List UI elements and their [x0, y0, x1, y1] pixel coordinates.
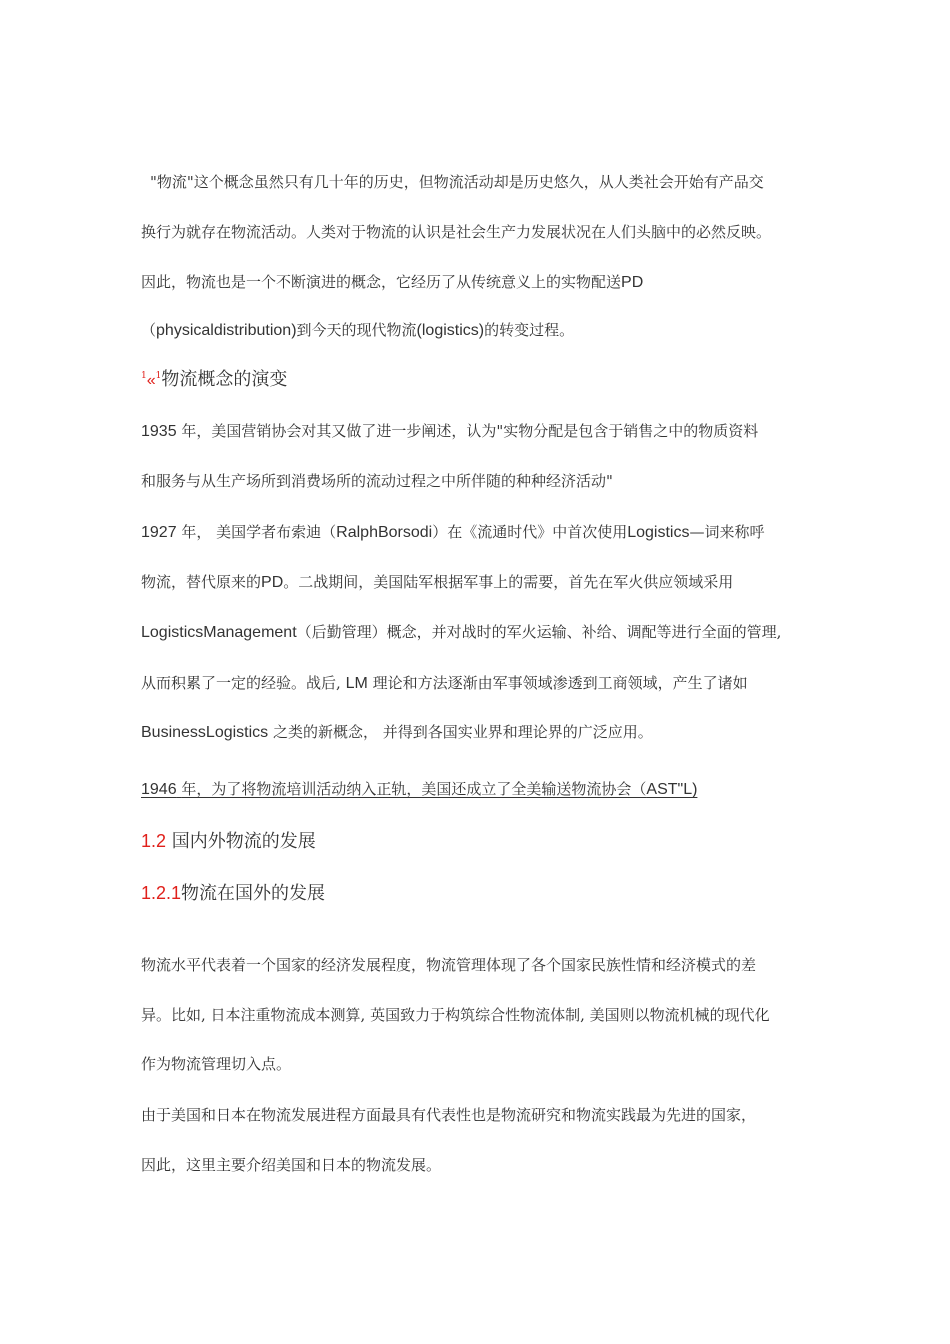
- para-level-line-2: [141, 1005, 770, 1025]
- para-1946: [141, 779, 697, 800]
- intro-text-4e: 的转变过程。: [484, 321, 575, 339]
- year-1946: 1946: [141, 781, 177, 798]
- intro-text-3a: 因此，物流也是一个不断演进的概念，它经历了从传统意义上的实物配送: [141, 273, 622, 291]
- term-lm: LM: [345, 675, 368, 692]
- intro-paren-open: （: [141, 321, 157, 339]
- year-1927: 1927: [141, 524, 177, 541]
- intro-line-2: [141, 222, 771, 242]
- term-logistics: Logistics: [627, 524, 690, 541]
- heading-sup-1: 1: [141, 371, 147, 381]
- para-usjp-text-2: 因此，这里主要介绍美国和日本的物流发展。: [141, 1156, 442, 1174]
- para-1927-text-4a: 从而积累了一定的经验。战后,: [141, 674, 341, 692]
- term-business-logistics: BusinessLogistics: [141, 724, 269, 741]
- heading-mark: «: [146, 372, 156, 389]
- para-1927-text-1c: ）在《流通时代》中首次使用: [432, 523, 628, 541]
- intro-term-physical-distribution: physicaldistribution): [156, 322, 297, 339]
- para-1927-text-4c: 理论和方法逐渐由军事领域渗透到工商领域，产生了诸如: [372, 674, 748, 692]
- term-pd: PD: [261, 574, 284, 591]
- para-1935-text-1: 年，美国营销协会对其又做了进一步阐述，认为"实物分配是包含于销售之中的物质资料: [181, 422, 759, 440]
- para-usjp-line-1: [141, 1105, 756, 1125]
- intro-text-1: "物流"这个概念虽然只有几十年的历史，但物流活动却是历史悠久，从人类社会开始有产品交: [150, 173, 764, 191]
- para-1935-line-2: [141, 471, 613, 491]
- section-number-1-2-1: 1.2.1: [141, 883, 182, 903]
- para-1927-text-2a: 物流，替代原来的: [141, 573, 262, 591]
- para-1927-line-2: [141, 572, 733, 593]
- intro-line-3: [141, 272, 643, 293]
- para-1946-text: 年，为了将物流培训活动纳入正轨，美国还成立了全美输送物流协会（: [181, 780, 647, 798]
- para-level-text-2: 异。比如, 日本注重物流成本测算, 英国致力于构筑综合性物流体制, 美国则以物流机械的现代化: [141, 1006, 770, 1024]
- section-number-1-2: 1.2: [141, 831, 167, 851]
- para-level-text-1: 物流水平代表着一个国家的经济发展程度，物流管理体现了各个国家民族性情和经济模式的差: [141, 956, 757, 974]
- para-level-text-3: 作为物流管理切入点。: [141, 1055, 292, 1073]
- intro-line-4: [141, 320, 574, 341]
- para-1927-text-5b: 之类的新概念， 并得到各国实业界和理论界的广泛应用。: [272, 723, 653, 741]
- year-1935: 1935: [141, 423, 177, 440]
- intro-term-pd: PD: [621, 274, 644, 291]
- para-1927-line-3: [141, 622, 781, 643]
- para-usjp-line-2: [141, 1155, 441, 1175]
- para-1927-text-1a: 年， 美国学者布索迪（: [181, 523, 337, 541]
- section-title-1-2-1: 物流在国外的发展: [181, 883, 326, 904]
- para-1927-line-4: [141, 673, 748, 694]
- para-1927-line-1: [141, 522, 765, 543]
- para-1927-text-3b: （后勤管理）概念，并对战时的军火运输、补给、调配等进行全面的管理,: [296, 623, 782, 641]
- term-logistics-management: LogisticsManagement: [141, 624, 297, 641]
- intro-text-4c: 到今天的现代物流: [296, 321, 417, 339]
- section-heading-1-2-1: [141, 881, 325, 906]
- para-level-line-1: [141, 955, 756, 975]
- para-1927-text-2c: 。二战期间，美国陆军根据军事上的需要，首先在军火供应领域采用: [283, 573, 734, 591]
- intro-term-logistics: (logistics): [416, 322, 485, 339]
- para-1927-text-1e: —词来称呼: [689, 523, 765, 541]
- intro-text-2: 换行为就存在物流活动。人类对于物流的认识是社会生产力发展状况在人们头脑中的必然反映。: [141, 223, 772, 241]
- section-title-1-2: 国内外物流的发展: [171, 831, 316, 852]
- term-astl: AST"L): [646, 781, 698, 798]
- para-level-line-3: [141, 1054, 291, 1074]
- intro-line-1: [150, 172, 764, 192]
- para-usjp-text-1: 由于美国和日本在物流发展进程方面最具有代表性也是物流研究和物流实践最为先进的国家，: [141, 1106, 757, 1124]
- section-heading-1-2: [141, 829, 316, 854]
- para-1935-line-1: [141, 421, 758, 442]
- heading-title-evolution: 物流概念的演变: [161, 369, 288, 390]
- term-ralph-borsodi: RalphBorsodi: [336, 524, 433, 541]
- para-1927-line-5: [141, 722, 653, 743]
- heading-sup-2: 1: [155, 371, 162, 381]
- para-1935-text-2: 和服务与从生产场所到消费场所的流动过程之中所伴随的种种经济活动": [141, 472, 613, 490]
- section-heading-evolution: [141, 368, 287, 393]
